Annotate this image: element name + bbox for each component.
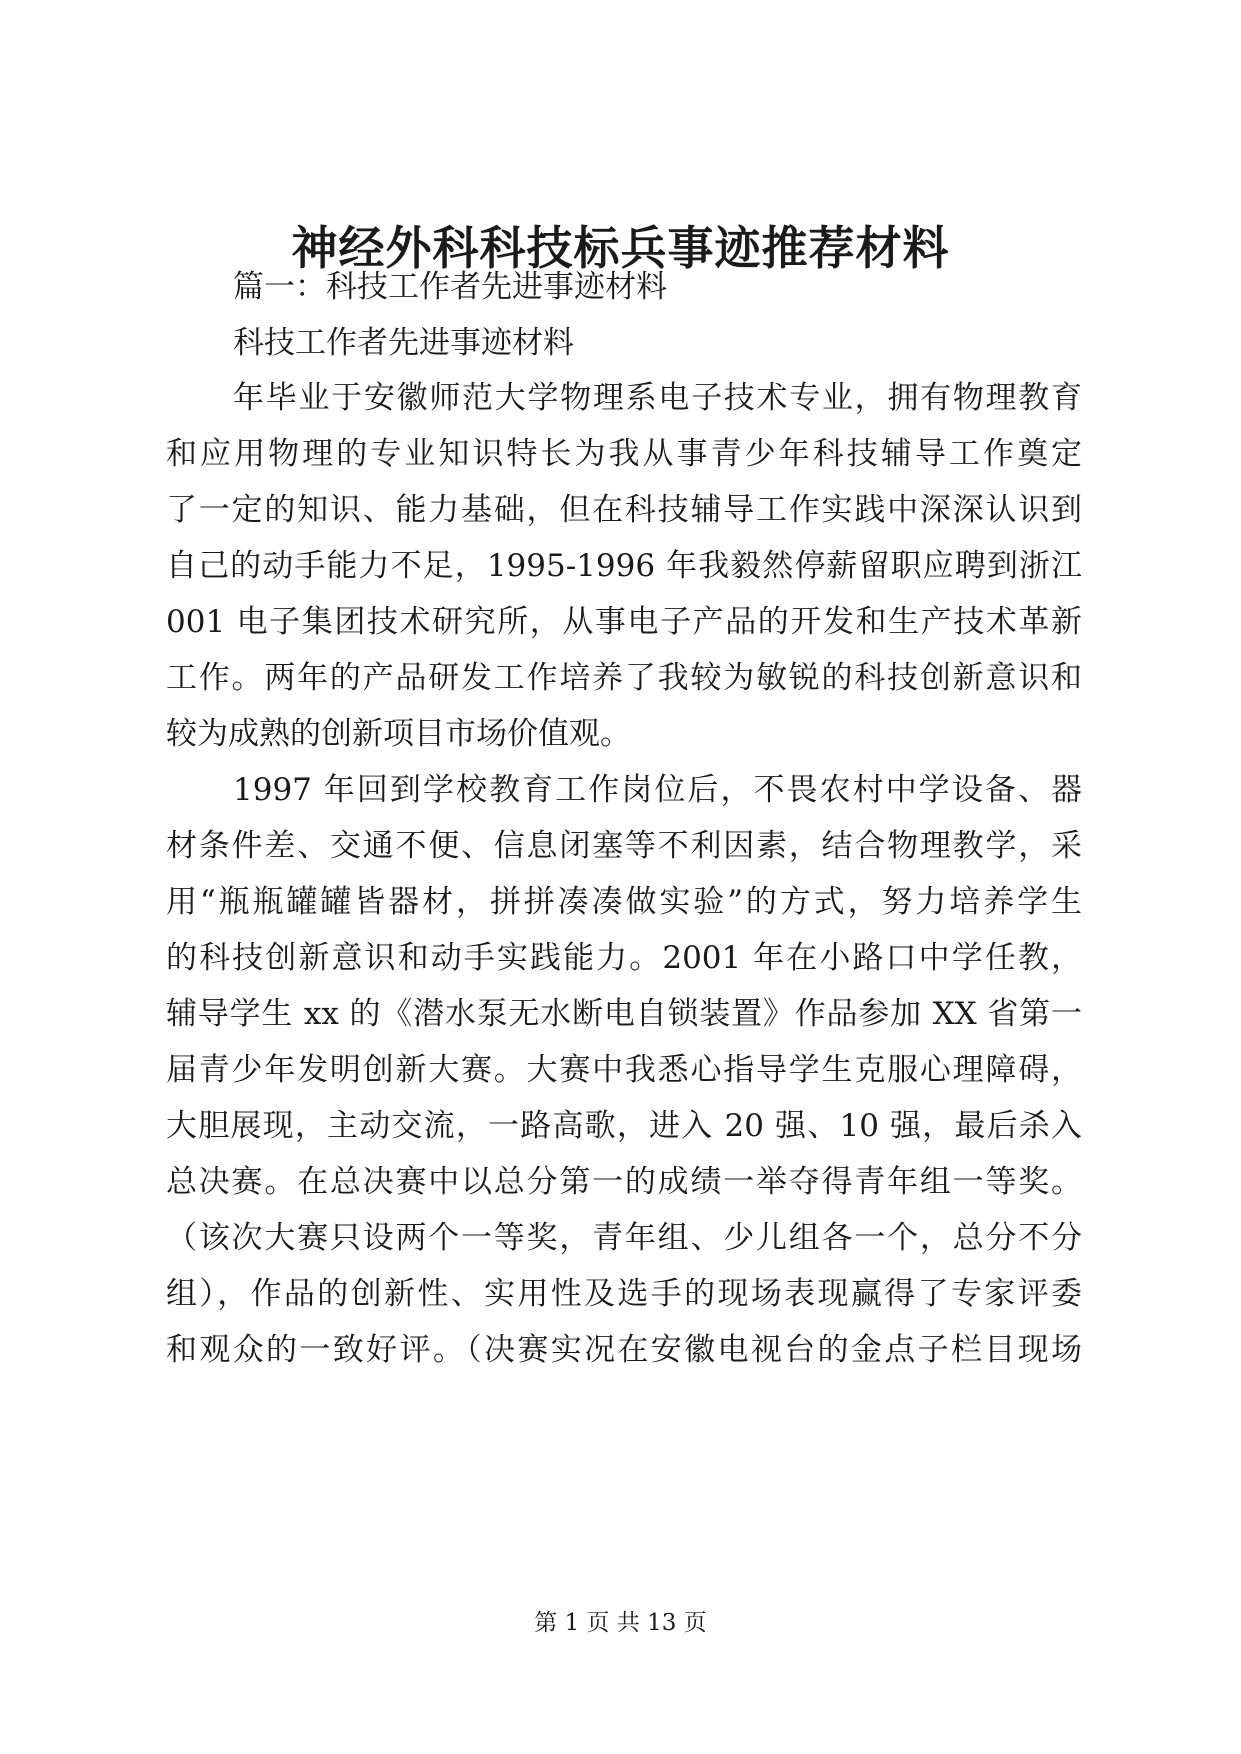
- text-line: 和观众的一致好评。（决赛实况在安徽电视台的金点子栏目现场: [166, 1332, 1082, 1368]
- text-line: 年毕业于安徽师范大学物理系电子技术专业，拥有物理教育: [233, 380, 1082, 416]
- text-line: 总决赛。在总决赛中以总分第一的成绩一举夺得青年组一等奖。: [166, 1164, 1082, 1200]
- page-footer: 第 1 页 共 13 页: [534, 1610, 707, 1636]
- text-line: 的科技创新意识和动手实践能力。2001 年在小路口中学任教，: [166, 940, 1082, 976]
- text-line: 001 电子集团技术研究所，从事电子产品的开发和生产技术革新: [166, 604, 1082, 640]
- section-heading: 篇一：科技工作者先进事迹材料: [233, 269, 667, 305]
- document-title: 神经外科科技标兵事迹推荐材料: [291, 221, 950, 275]
- text-line: 材条件差、交通不便、信息闭塞等不利因素，结合物理教学，采: [166, 828, 1082, 864]
- text-line: 较为成熟的创新项目市场价值观。: [166, 716, 631, 752]
- text-line: 届青少年发明创新大赛。大赛中我悉心指导学生克服心理障碍，: [166, 1052, 1082, 1088]
- text-line: 大胆展现，主动交流，一路高歌，进入 20 强、10 强，最后杀入: [166, 1108, 1082, 1144]
- article-heading: 科技工作者先进事迹材料: [233, 325, 574, 361]
- text-line: 了一定的知识、能力基础，但在科技辅导工作实践中深深认识到: [166, 492, 1082, 528]
- text-line: 1997 年回到学校教育工作岗位后，不畏农村中学设备、器: [233, 772, 1082, 808]
- text-line: 辅导学生 xx 的《潜水泵无水断电自锁装置》作品参加 XX 省第一: [166, 996, 1082, 1032]
- text-line: 和应用物理的专业知识特长为我从事青少年科技辅导工作奠定: [166, 436, 1082, 472]
- text-line: 组），作品的创新性、实用性及选手的现场表现赢得了专家评委: [166, 1276, 1082, 1312]
- text-line: （该次大赛只设两个一等奖，青年组、少儿组各一个，总分不分: [166, 1220, 1082, 1256]
- text-line: 用“瓶瓶罐罐皆器材，拼拼凑凑做实验”的方式，努力培养学生: [166, 884, 1082, 920]
- text-line: 自己的动手能力不足，1995-1996 年我毅然停薪留职应聘到浙江: [166, 548, 1082, 584]
- text-line: 工作。两年的产品研发工作培养了我较为敏锐的科技创新意识和: [166, 660, 1082, 696]
